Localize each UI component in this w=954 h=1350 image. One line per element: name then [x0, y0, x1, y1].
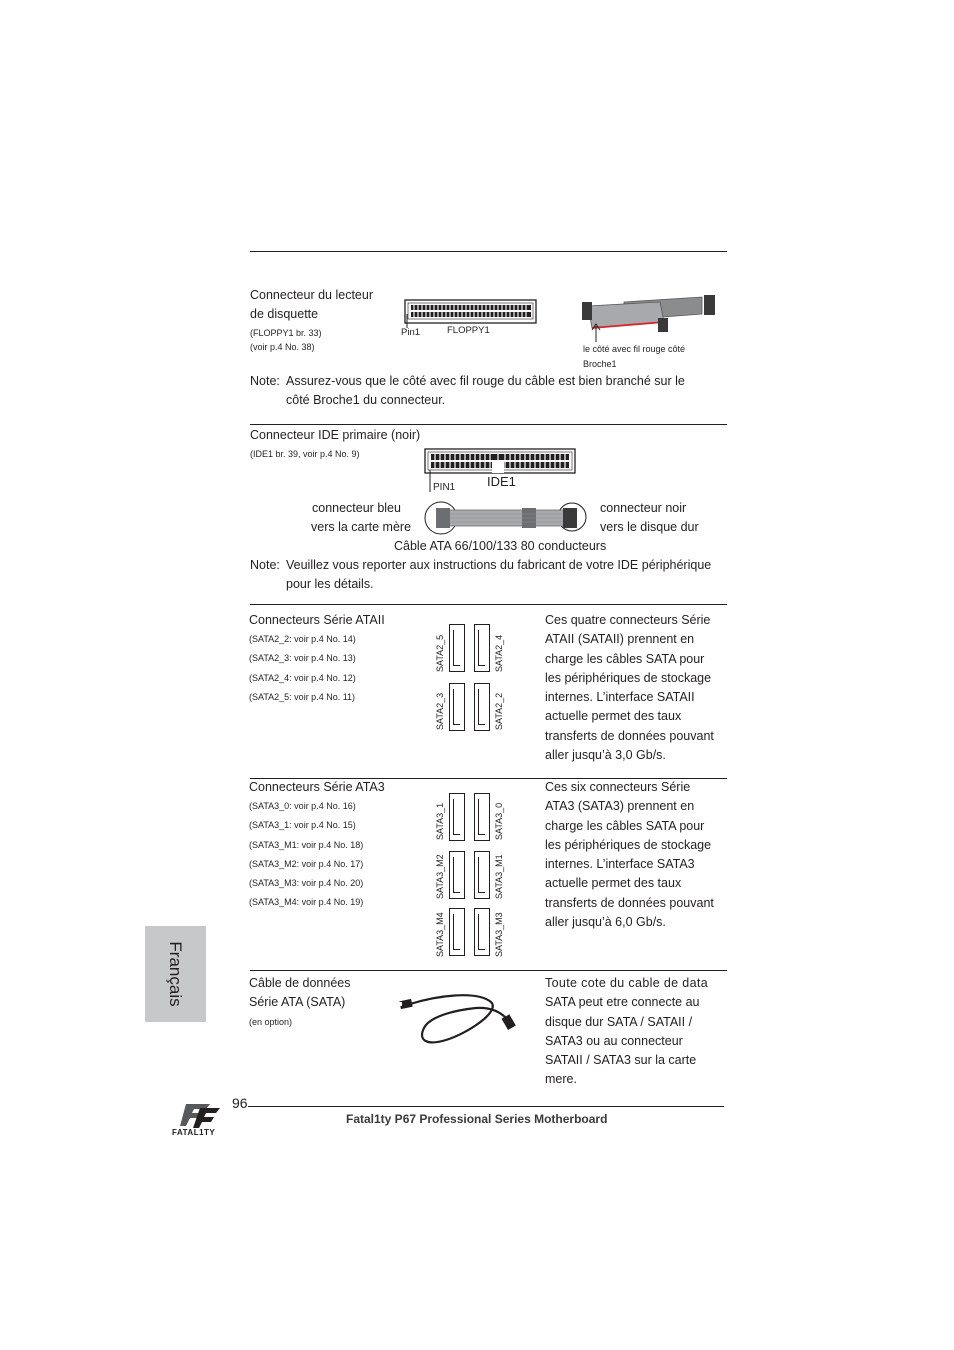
sata3-description: Ces six connecteurs Série ATA3 (SATA3) prennent en charge les câbles SATA pour les périphériques de stockage internes. L’interface SATA3 actuelle permet des taux transferts de données pouvant aller jusqu’à 6,0 Gb/s.	[545, 780, 714, 930]
sata3-port-m1	[474, 851, 490, 899]
floppy-cable-caption: le côté avec fil rouge côté Broche1	[583, 344, 686, 369]
ide-note-label: Note:	[250, 558, 280, 572]
sata2-port-3-label: SATA2_3	[435, 692, 445, 730]
floppy-pin1-label: Pin1	[401, 327, 421, 338]
divider-sata2	[250, 604, 727, 605]
sata2-refs: (SATA2_2: voir p.4 No. 14) (SATA2_3: voir p.4 No. 13) (SATA2_4: voir p.4 No. 12) (SATA2_5: voir p.4 No. 11)	[249, 634, 356, 702]
sata-cable-title: Câble de données Série ATA (SATA)	[249, 976, 351, 1010]
top-rule	[250, 251, 727, 252]
floppy-note-text-2: côté Broche1 du connecteur.	[286, 393, 446, 407]
sata2-port-2-label: SATA2_2	[494, 692, 504, 730]
ide-connector-label: IDE1	[487, 474, 516, 489]
floppy-ref: (FLOPPY1 br. 33) (voir p.4 No. 38)	[250, 328, 322, 352]
sata3-port-m3	[474, 908, 490, 956]
sata3-port-m4	[449, 908, 465, 956]
sata2-port-2	[474, 683, 490, 731]
ide-title: Connecteur IDE primaire (noir)	[250, 428, 421, 442]
footer-rule	[248, 1106, 724, 1107]
sata3-port-1	[449, 793, 465, 841]
sata-cable-option: (en option)	[249, 1017, 293, 1027]
sata3-port-m1-label: SATA3_M1	[494, 854, 504, 899]
ide-ref: (IDE1 br. 39, voir p.4 No. 9)	[250, 449, 360, 459]
floppy-title: Connecteur du lecteur de disquette	[250, 288, 373, 321]
floppy-note-text: Assurez-vous que le côté avec fil rouge du câble est bien branché sur le	[286, 374, 685, 388]
ide-cable-caption: Câble ATA 66/100/133 80 conducteurs	[394, 539, 607, 553]
ide-black-connector-text: connecteur noir vers le disque dur	[600, 501, 699, 534]
ide-blue-connector-text: connecteur bleu vers la carte mère	[311, 501, 412, 534]
sata3-title: Connecteurs Série ATA3	[249, 780, 385, 794]
ide-note-text: Veuillez vous reporter aux instructions du fabricant de votre IDE périphérique	[286, 558, 712, 572]
sata3-refs: (SATA3_0: voir p.4 No. 16) (SATA3_1: voir p.4 No. 15) (SATA3_M1: voir p.4 No. 18) (SATA3_M2: voir p.4 No. 17) (SATA3_M3: voir p.4 No. 20) (SATA3_M4: voir p.4 No. 19)	[249, 801, 364, 908]
sata2-description: Ces quatre connecteurs Série ATAII (SATAII) prennent en charge les câbles SATA pour les périphériques de stockage internes. L’interface SATAII actuelle permet des taux transferts de données pouvant aller jusqu’à 3,0 Gb/s.	[545, 613, 714, 763]
language-tab-label: Français	[166, 941, 185, 1007]
sata2-title: Connecteurs Série ATAII	[249, 613, 385, 627]
sata3-port-m2	[449, 851, 465, 899]
divider-sata-cable	[250, 970, 727, 971]
divider-ide	[250, 424, 727, 425]
floppy-note-label: Note:	[250, 374, 280, 388]
sata2-port-4	[474, 624, 490, 672]
sata2-port-5-label: SATA2_5	[435, 634, 445, 672]
fatal1ty-logo-text: FATAL1TY	[172, 1128, 216, 1137]
sata2-port-4-label: SATA2_4	[494, 634, 504, 672]
sata-cable-description: Toute cote du cable de data SATA peut etre connecte au disque dur SATA / SATAII / SATA3 ou au connecteur SATAII / SATA3 sur la carte mere.	[545, 976, 709, 1087]
page-number: 96	[232, 1095, 248, 1111]
sata3-port-0	[474, 793, 490, 841]
sata-cable-image	[396, 990, 526, 1050]
floppy-cable-image	[582, 292, 717, 334]
sata2-port-3	[449, 683, 465, 731]
ide-cable-image	[422, 500, 587, 536]
ide-note-text-2: pour les détails.	[286, 577, 374, 591]
sata3-port-1-label: SATA3_1	[435, 802, 445, 840]
sata3-port-m3-label: SATA3_M3	[494, 912, 504, 957]
arrow-up-icon	[590, 322, 602, 342]
footer-title: Fatal1ty P67 Professional Series Motherboard	[346, 1112, 608, 1126]
sata3-port-0-label: SATA3_0	[494, 802, 504, 840]
floppy-connector-label: FLOPPY1	[447, 325, 490, 336]
sata3-port-m2-label: SATA3_M2	[435, 854, 445, 899]
sata2-port-5	[449, 624, 465, 672]
sata3-port-m4-label: SATA3_M4	[435, 912, 445, 957]
language-tab	[145, 926, 206, 1022]
ide-pin1-label: PIN1	[433, 482, 456, 493]
